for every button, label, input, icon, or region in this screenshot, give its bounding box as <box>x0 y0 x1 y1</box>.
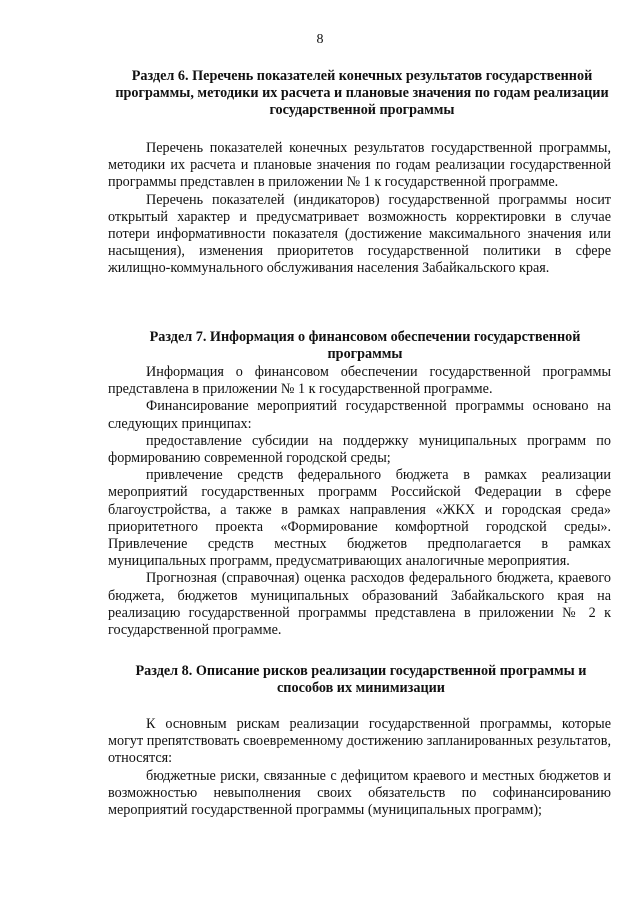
section-7-paragraph-4: привлечение средств федерального бюджета в рамках реализации мероприятий государственных программ Российской Федерации в сфере благоустройства, а также в рамках направления «ЖКХ и городская среда» приоритетного проекта «Формирование комфортной городской среды». Привлечение средств местных бюджетов предполагается в рамках муниципальных программ, предусматривающих аналогичные мероприятия. <box>108 467 611 570</box>
section-6-body <box>108 140 611 278</box>
section-7-paragraph-2: Финансирование мероприятий государственной программы основано на следующих принципах: <box>108 398 611 432</box>
section-8-body <box>108 716 611 819</box>
section-6-paragraph-2: Перечень показателей (индикаторов) государственной программы носит открытый характер и предусматривает возможность корректировки в случае потери информативности показателя (достижение максимального значения или насыщения), изменения приоритетов государственной политики в сфере жилищно-коммунального обслуживания населения Забайкальского края. <box>108 191 611 277</box>
section-7-paragraph-1: Информация о финансовом обеспечении государственной программы представлена в приложении № 1 к государственной программе. <box>108 364 611 398</box>
section-7-body <box>108 364 611 639</box>
section-7-paragraph-5: Прогнозная (справочная) оценка расходов федерального бюджета, краевого бюджета, бюджетов муниципальных образований Забайкальского края на реализацию государственной программы представлена в приложении № 2 к государственной программе. <box>108 570 611 639</box>
section-7-paragraph-3: предоставление субсидии на поддержку муниципальных программ по формированию современной городской среды; <box>108 432 611 467</box>
section-6-paragraph-1: Перечень показателей конечных результатов государственной программы, методики их расчета и плановые значения по годам реализации государственной программы представлен в приложении № 1 к государственной программе. <box>108 140 611 191</box>
section-7-heading: Раздел 7. Информация о финансовом обеспечении государственной программы <box>149 329 581 362</box>
section-8-heading: Раздел 8. Описание рисков реализации государственной программы и способов их минимизации <box>135 663 587 696</box>
section-8-paragraph-1: К основным рискам реализации государственной программы, которые могут препятствовать своевременному достижению запланированных результатов, относятся: <box>108 716 611 767</box>
page-number: 8 <box>316 32 324 47</box>
section-8-paragraph-2: бюджетные риски, связанные с дефицитом краевого и местных бюджетов и возможностью невыполнения своих обязательств по софинансированию мероприятий государственной программы (муниципальных программ); <box>108 767 611 819</box>
section-6-heading: Раздел 6. Перечень показателей конечных результатов государственной программы, методики их расчета и плановые значения по годам реализации государственной программы <box>115 68 609 118</box>
